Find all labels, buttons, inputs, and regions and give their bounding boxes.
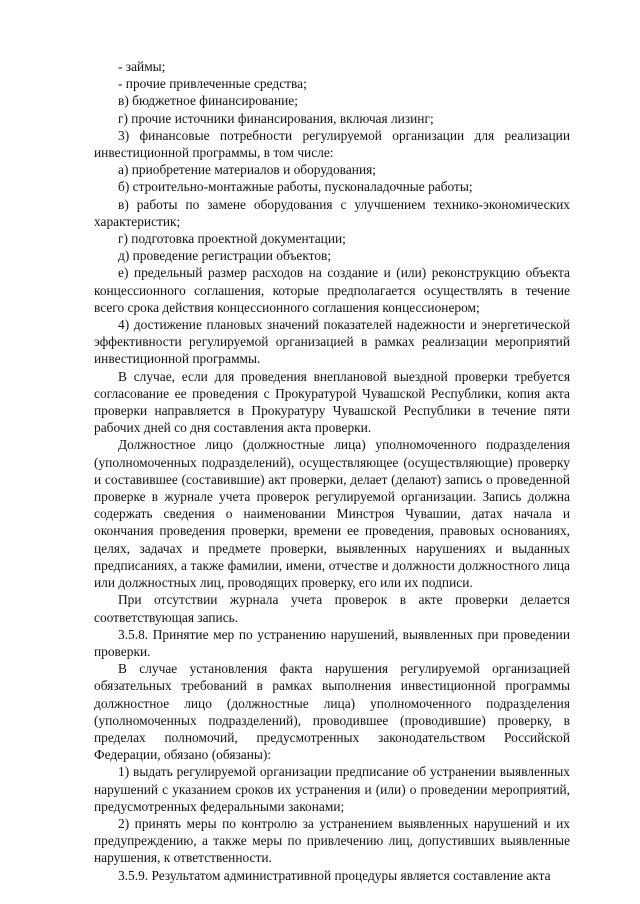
paragraph: 3.5.9. Результатом административной процедуры является составление акта — [118, 867, 551, 883]
paragraph: г) подготовка проектной документации; — [118, 231, 346, 247]
document-page — [94, 58, 570, 884]
paragraph: б) строительно-монтажные работы, пусконаладочные работы; — [118, 179, 473, 195]
paragraph: - прочие привлеченные средства; — [118, 76, 307, 92]
paragraph: д) проведение регистрации объектов; — [118, 248, 332, 264]
paragraph: г) прочие источники финансирования, включая лизинг; — [118, 110, 434, 126]
paragraph: 1) выдать регулируемой организации предписание об устранении выявленных нарушений с указанием сроков их устранения и (или) о проведении мероприятий, предусмотренных федеральными законами; — [94, 764, 570, 814]
paragraph: 3.5.8. Принятие мер по устранению нарушений, выявленных при проведении проверки. — [94, 626, 570, 659]
paragraph: - займы; — [118, 59, 166, 74]
paragraph: В случае установления факта нарушения регулируемой организацией обязательных требований в рамках выполнения инвестиционной программы должностное лицо (должностные лица) уполномоченного подразделения (уполномоченных подразделений), проводившее (проводившие) проверку, в пределах полномочий, предусмотренных законодательством Российской Федерации, обязано (обязаны): — [94, 661, 570, 763]
paragraph: При отсутствии журнала учета проверок в акте проверки делается соответствующая запись. — [94, 592, 570, 625]
paragraph: а) приобретение материалов и оборудования; — [118, 162, 376, 178]
paragraph: 4) достижение плановых значений показателей надежности и энергетической эффективности регулируемой организацией в рамках реализации мероприятий инвестиционной программы. — [94, 317, 570, 367]
paragraph: в) работы по замене оборудования с улучшением технико-экономических характеристик; — [94, 196, 570, 229]
paragraph: 3) финансовые потребности регулируемой организации для реализации инвестиционной программы, в том числе: — [94, 127, 570, 161]
paragraph: е) предельный размер расходов на создание и (или) реконструкцию объекта концессионного соглашения, которые предполагается осуществлять в течение всего срока действия концессионного соглашения концессионером; — [94, 265, 570, 315]
paragraph: 2) принять меры по контролю за устранением выявленных нарушений и их предупреждению, а также меры по привлечению лиц, допустивших выявленные нарушения, к ответственности. — [94, 815, 570, 866]
paragraph: в) бюджетное финансирование; — [118, 93, 298, 109]
paragraph: В случае, если для проведения внеплановой выездной проверки требуется согласование ее проведения с Прокуратурой Чувашской Республики, копия акта проверки направляется в Прокуратуру Чувашской Республики в течение пяти рабочих дней со дня составления акта проверки. — [94, 368, 570, 436]
paragraph: Должностное лицо (должностные лица) уполномоченного подразделения (уполномоченных подразделений), осуществляющее (осуществляющие) проверку и составившее (составившие) акт проверки, делает (делают) запись о проведенной проверке в журнале учета проверок регулируемой организации. Запись должна содержать сведения о наименовании Минстроя Чувашии, датах начала и окончания проведения проверки, времени ее проведения, правовых основаниях, целях, задачах и предмете проверки, выявленных нарушениях и выданных предписаниях, а также фамилии, имени, отчестве и должности должностного лица или должностных лиц, проводящих проверку, его или их подписи. — [94, 437, 570, 591]
